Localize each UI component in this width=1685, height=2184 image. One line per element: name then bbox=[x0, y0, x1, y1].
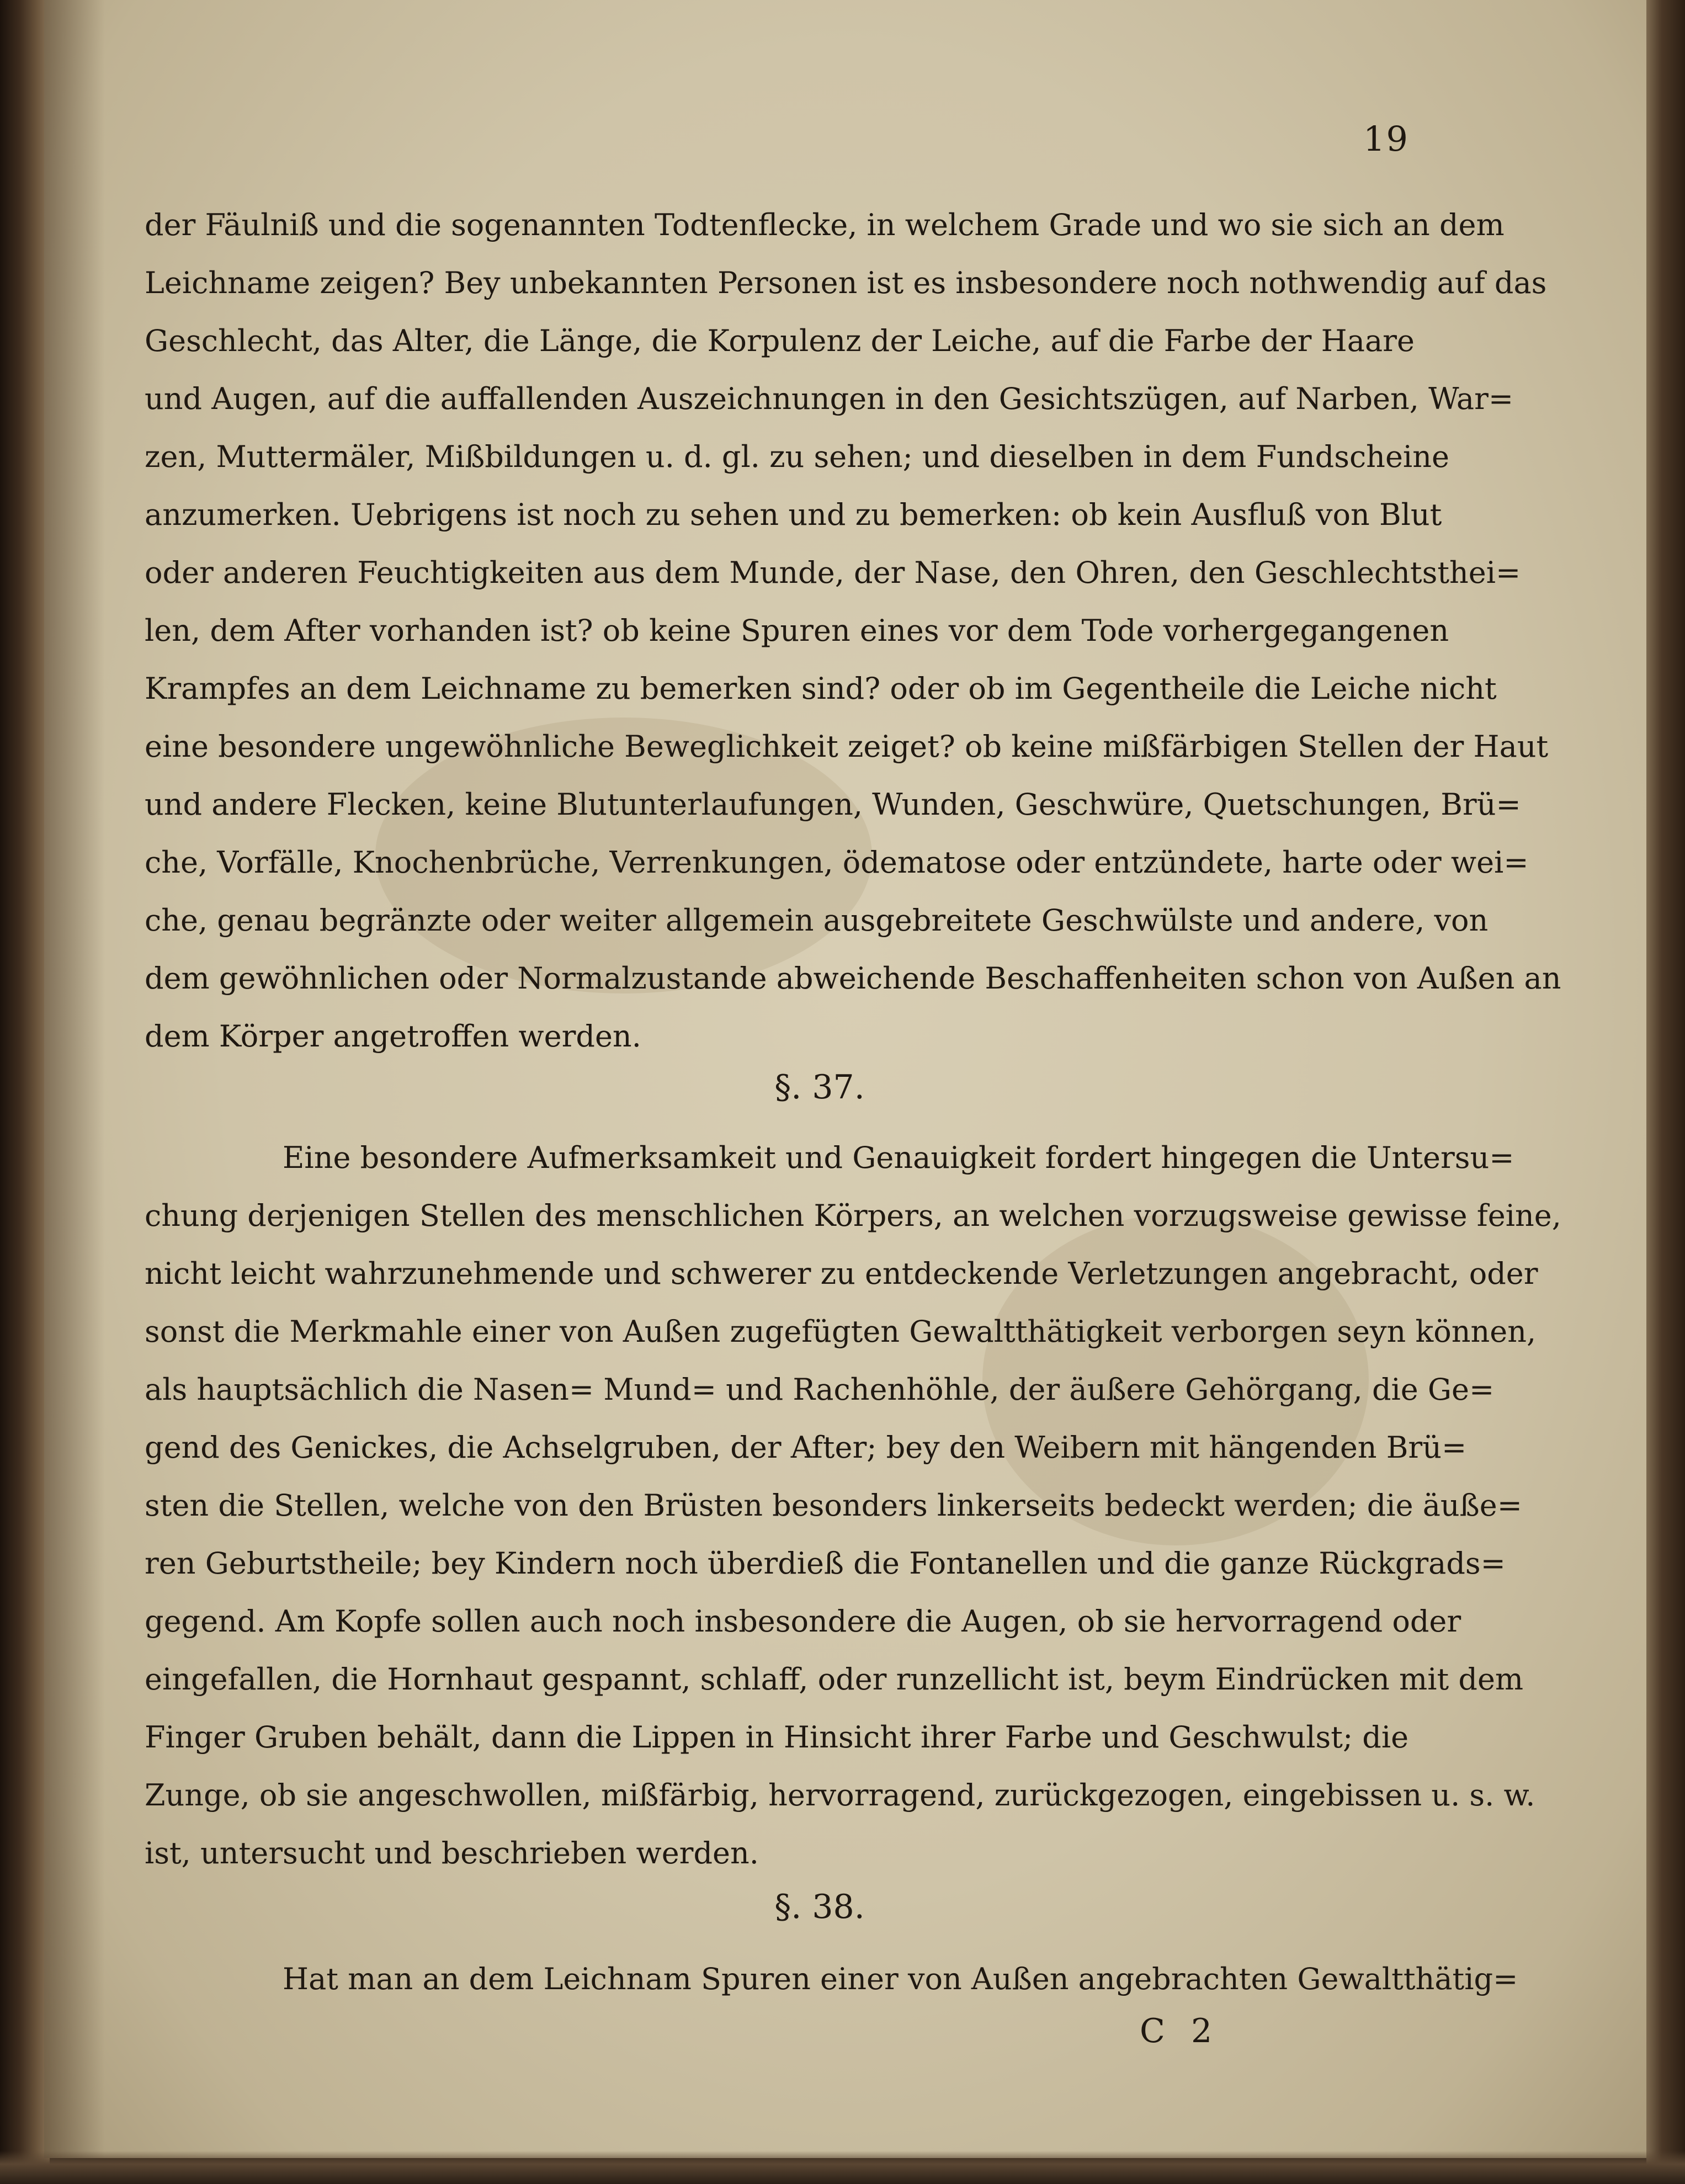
text-line: Zunge, ob sie angeschwollen, mißfärbig, hervorragend, zurückgezogen, eingebissen u. s. w. bbox=[145, 1778, 1535, 1813]
text-line: Eine besondere Aufmerksamkeit und Genauigkeit fordert hingegen die Untersu= bbox=[283, 1140, 1514, 1175]
text-line: che, genau begränzte oder weiter allgemein ausgebreitete Geschwülste und andere, von bbox=[145, 903, 1489, 938]
text-line: che, Vorfälle, Knochenbrüche, Verrenkungen, ödematose oder entzündete, harte oder wei= bbox=[145, 845, 1529, 880]
text-line: nicht leicht wahrzunehmende und schwerer zu entdeckende Verletzungen angebracht, oder bbox=[145, 1256, 1538, 1291]
text-line: chung derjenigen Stellen des menschlichen Körpers, an welchen vorzugsweise gewisse feine, bbox=[145, 1198, 1561, 1233]
text-line: und andere Flecken, keine Blutunterlaufungen, Wunden, Geschwüre, Quetschungen, Brü= bbox=[145, 787, 1521, 822]
section-heading-38: §. 38. bbox=[774, 1888, 865, 1926]
text-line: oder anderen Feuchtigkeiten aus dem Munde, der Nase, den Ohren, den Geschlechtsthei= bbox=[145, 555, 1521, 590]
text-line: eingefallen, die Hornhaut gespannt, schlaff, oder runzellicht ist, beym Eindrücken mit dem bbox=[145, 1662, 1524, 1697]
text-line: gend des Genickes, die Achselgruben, der After; bey den Weibern mit hängenden Brü= bbox=[145, 1430, 1467, 1465]
text-line: ren Geburtstheile; bey Kindern noch überdieß die Fontanellen und die ganze Rückgrads= bbox=[145, 1546, 1506, 1581]
text-line: Krampfes an dem Leichname zu bemerken sind? oder ob im Gegentheile die Leiche nicht bbox=[145, 671, 1497, 706]
text-line: ist, untersucht und beschrieben werden. bbox=[145, 1836, 759, 1871]
text-line: Geschlecht, das Alter, die Länge, die Korpulenz der Leiche, auf die Farbe der Haare bbox=[145, 323, 1415, 358]
gutter-shadow bbox=[44, 0, 105, 2158]
section-heading-37: §. 37. bbox=[774, 1068, 865, 1107]
text-line: gegend. Am Kopfe sollen auch noch insbesondere die Augen, ob sie hervorragend oder bbox=[145, 1604, 1461, 1639]
book-gutter-edge bbox=[0, 0, 50, 2184]
page-number: 19 bbox=[1363, 119, 1409, 159]
book-bottom-edge bbox=[0, 2151, 1685, 2184]
printer-signature-mark: C 2 bbox=[1140, 2012, 1220, 2050]
text-line: dem Körper angetroffen werden. bbox=[145, 1019, 641, 1054]
text-line: und Augen, auf die auffallenden Auszeichnungen in den Gesichtszügen, auf Narben, War= bbox=[145, 381, 1514, 416]
text-line: als hauptsächlich die Nasen= Mund= und Rachenhöhle, der äußere Gehörgang, die Ge= bbox=[145, 1372, 1495, 1407]
section-38-paragraph bbox=[145, 1950, 1518, 2008]
text-line: len, dem After vorhanden ist? ob keine Spuren eines vor dem Tode vorhergegangenen bbox=[145, 613, 1449, 648]
section-37-paragraph bbox=[145, 1129, 1561, 1882]
text-line: sten die Stellen, welche von den Brüsten besonders linkerseits bedeckt werden; die äuße= bbox=[145, 1488, 1522, 1523]
text-line: der Fäulniß und die sogenannten Todtenflecke, in welchem Grade und wo sie sich an dem bbox=[145, 208, 1505, 242]
text-line: sonst die Merkmahle einer von Außen zugefügten Gewaltthätigkeit verborgen seyn können, bbox=[145, 1314, 1537, 1349]
text-line: zen, Muttermäler, Mißbildungen u. d. gl. zu sehen; und dieselben in dem Fundscheine bbox=[145, 439, 1449, 474]
text-line: Leichname zeigen? Bey unbekannten Personen ist es insbesondere noch nothwendig auf das bbox=[145, 265, 1547, 300]
text-line: dem gewöhnlichen oder Normalzustande abweichende Beschaffenheiten schon von Außen an bbox=[145, 961, 1561, 996]
text-line: Hat man an dem Leichnam Spuren einer von Außen angebrachten Gewaltthätig= bbox=[283, 1962, 1518, 1996]
paragraph-continued bbox=[145, 196, 1561, 1065]
text-line: anzumerken. Uebrigens ist noch zu sehen und zu bemerken: ob kein Ausfluß von Blut bbox=[145, 497, 1442, 532]
text-line: Finger Gruben behält, dann die Lippen in Hinsicht ihrer Farbe und Geschwulst; die bbox=[145, 1720, 1409, 1755]
book-fore-edge bbox=[1646, 0, 1685, 2184]
text-line: eine besondere ungewöhnliche Beweglichkeit zeiget? ob keine mißfärbigen Stellen der Haut bbox=[145, 729, 1549, 764]
